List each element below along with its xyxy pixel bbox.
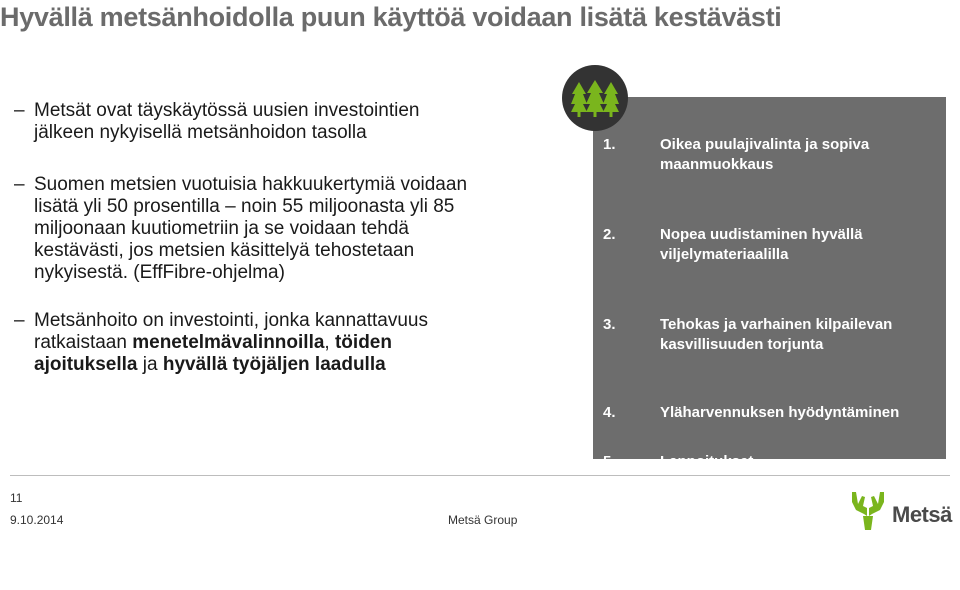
- list-item: [603, 225, 938, 265]
- bullet-line: jälkeen nykyisellä metsänhoidon tasolla: [34, 122, 367, 143]
- slide-title: Hyvällä metsänhoidolla puun käyttöä voidaan lisätä kestävästi: [0, 2, 782, 32]
- item-number: 6.: [603, 502, 616, 519]
- page-number: 11: [10, 491, 23, 505]
- footer-divider: [10, 475, 950, 476]
- bullet-dash: –: [14, 310, 25, 331]
- bullet-line: [34, 354, 428, 376]
- trees-badge: [562, 65, 628, 131]
- bold-span: ajoituksella: [34, 354, 138, 375]
- item-number: 2.: [603, 226, 616, 243]
- text-span: ja: [137, 354, 163, 375]
- logo-wordmark: Metsä: [892, 502, 952, 527]
- bullet-line: [34, 332, 428, 354]
- antler-logo-icon: [846, 490, 890, 532]
- bullet-harvest: [14, 174, 467, 284]
- list-item: [603, 315, 938, 355]
- trees-icon: [571, 78, 619, 118]
- list-item: [603, 135, 938, 175]
- text-span: ratkaistaan: [34, 332, 133, 353]
- item-number: 4.: [603, 404, 616, 421]
- item-text: kasvillisuuden torjunta: [660, 336, 824, 353]
- bullet-line: kestävästi, jos metsien käsittelyä tehostetaan: [34, 240, 415, 261]
- bullet-line: Suomen metsien vuotuisia hakkuukertymiä voidaan: [34, 174, 468, 195]
- metsa-logo: [846, 490, 956, 532]
- bullet-line: Metsänhoito on investointi, jonka kannattavuus: [34, 310, 428, 331]
- list-item: [603, 550, 938, 590]
- list-item: [603, 403, 938, 423]
- item-text: metsän hoito ja käyttö: [660, 571, 819, 588]
- bullet-forest-management: [14, 310, 428, 376]
- bullet-investments: [14, 100, 419, 144]
- item-number: 3.: [603, 316, 616, 333]
- item-text: Lannoitukset: [660, 453, 754, 470]
- list-item: [603, 452, 938, 472]
- bold-span: töiden: [334, 332, 392, 353]
- item-text: Riittävän suuri kuviokoko: [660, 502, 843, 519]
- item-text: Säännöllinen ja suunnitelmallinen: [660, 551, 902, 568]
- measures-panel: [593, 97, 946, 588]
- bullet-line: Metsät ovat täyskäytössä uusien investointien: [34, 100, 420, 121]
- item-text: maanmuokkaus: [660, 156, 774, 173]
- bold-span: hyvällä työjäljen laadulla: [162, 354, 386, 375]
- item-text: Oikea puulajivalinta ja sopiva: [660, 136, 870, 153]
- item-text: Tehokas ja varhainen kilpailevan: [660, 316, 893, 333]
- item-number: 5.: [603, 453, 616, 470]
- item-text: Yläharvennuksen hyödyntäminen: [660, 404, 900, 421]
- footer-date: 9.10.2014: [10, 513, 64, 527]
- item-number: 1.: [603, 136, 616, 153]
- measures-list: [603, 135, 938, 588]
- bullet-line: lisätä yli 50 prosentilla – noin 55 miljoonasta yli 85: [34, 196, 455, 217]
- bullet-dash: –: [14, 174, 25, 195]
- item-text: Nopea uudistaminen hyvällä: [660, 226, 863, 243]
- text-span: ,: [324, 332, 335, 353]
- item-text: viljelymateriaalilla: [660, 246, 789, 263]
- bold-span: menetelmävalinnoilla: [132, 332, 325, 353]
- bullet-line: nykyisestä. (EffFibre-ohjelma): [34, 262, 285, 283]
- bullet-line: miljoonaan kuutiometriin ja se voidaan tehdä: [34, 218, 409, 239]
- footer-company: Metsä Group: [448, 513, 518, 527]
- item-number: 7.: [603, 551, 616, 568]
- bullet-dash: –: [14, 100, 25, 121]
